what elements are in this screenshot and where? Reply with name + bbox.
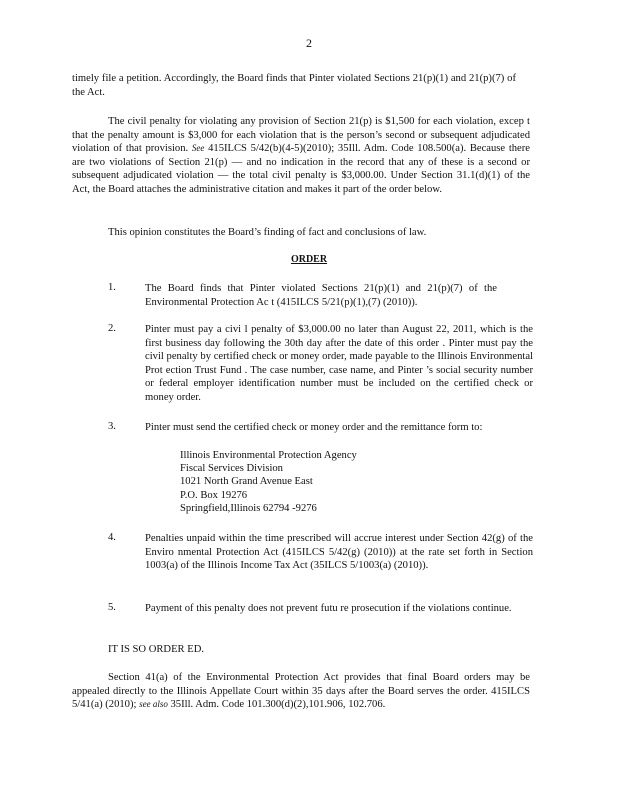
order-item-number: 5. — [108, 602, 116, 613]
see-signal: See — [191, 143, 205, 154]
order-heading-text: ORDER — [290, 254, 328, 265]
order-item-text: The Board finds that Pinter violated Sections 21(p)(1) and 21(p)(7) of the Environmental Protection Ac t (415ILCS 5/21(p)(1),(7) (2010)). — [145, 283, 497, 308]
order-item-text: Penalties unpaid within the time prescribed will accrue interest under Section 42(g) of the Enviro nmental Protection Act (415ILCS 5/42(g) (2010)) at the rate set forth in Section 1003(a) of the Illinois Income Tax Act (35ILCS 5/1003(a) (2010)). — [145, 533, 533, 572]
appeal-paragraph — [72, 671, 530, 712]
address-line: Springfield,Illinois 62794 -9276 — [180, 502, 317, 514]
civil-penalty-paragraph — [72, 115, 530, 197]
order-item-number: 1. — [108, 282, 116, 293]
order-item-text: Pinter must pay a civi l penalty of $3,000.00 no later than August 22, 2011, which is the first business day following the 30th day after the date of this order . Pinter must pay the civil penalty by certified check or money order, made payable to the Illinois Environmental Prot ection Trust Fund . The case number, case name, and Pinter ’s social security number or federal employer identification number must be included on the certified check or money order. — [145, 324, 533, 403]
order-item-number: 4. — [108, 532, 116, 543]
civil-penalty-text-1: The civil penalty for violating any provision of Section 21(p) is $1,500 for each violation, excep t that the penalty amount is $3,000 for each violation that is the person’s second or subsequent adjudicated violation of that provision. — [72, 116, 530, 155]
order-item-text: Payment of this penalty does not prevent futu re prosecution if the violations continue. — [145, 603, 512, 614]
address-line: Fiscal Services Division — [180, 463, 283, 475]
address-line: 1021 North Grand Avenue East — [180, 476, 313, 488]
address-line: Illinois Environmental Protection Agency — [180, 450, 357, 461]
appeal-text-1: Section 41(a) of the Environmental Protection Act provides that final Board orders may be appealed directly to the Illinois Appellate Court within 35 days after the Board serves the order. 415ILCS 5/41(a) (2010); — [72, 672, 530, 711]
order-item-number: 3. — [108, 421, 116, 432]
order-item-text: Pinter must send the certified check or money order and the remittance form to: — [145, 422, 483, 433]
carry-over-paragraph: timely file a petition. Accordingly, the Board finds that Pinter violated Sections 21(p)(1) and 21(p)(7) of the Act. — [72, 73, 516, 98]
opinion-statement: This opinion constitutes the Board’s finding of fact and conclusions of law. — [108, 227, 427, 238]
appeal-text-2: 35Ill. Adm. Code 101.300(d)(2),101.906, 102.706. — [170, 699, 386, 711]
page-number: 2 — [306, 36, 312, 50]
order-heading — [0, 254, 618, 265]
civil-penalty-text-2: 415ILCS 5/42(b)(4-5)(2010); 35Ill. Adm. Code 108.500(a). Because there are two violations of Section 21(p) — and no indication in the record that any of these is a second or subsequent adjudicated violation — the total civil penalty is $3,000.00. Under Section 31.1(d)(1) of the Act, the Board attaches the administrative citation and makes it part of the order below. — [72, 143, 530, 195]
order-item-number: 2. — [108, 323, 116, 334]
remittance-address — [180, 449, 357, 515]
so-ordered-line: IT IS SO ORDER ED. — [108, 644, 205, 655]
address-line: P.O. Box 19276 — [180, 489, 248, 501]
see-also-signal: see also — [139, 699, 168, 710]
